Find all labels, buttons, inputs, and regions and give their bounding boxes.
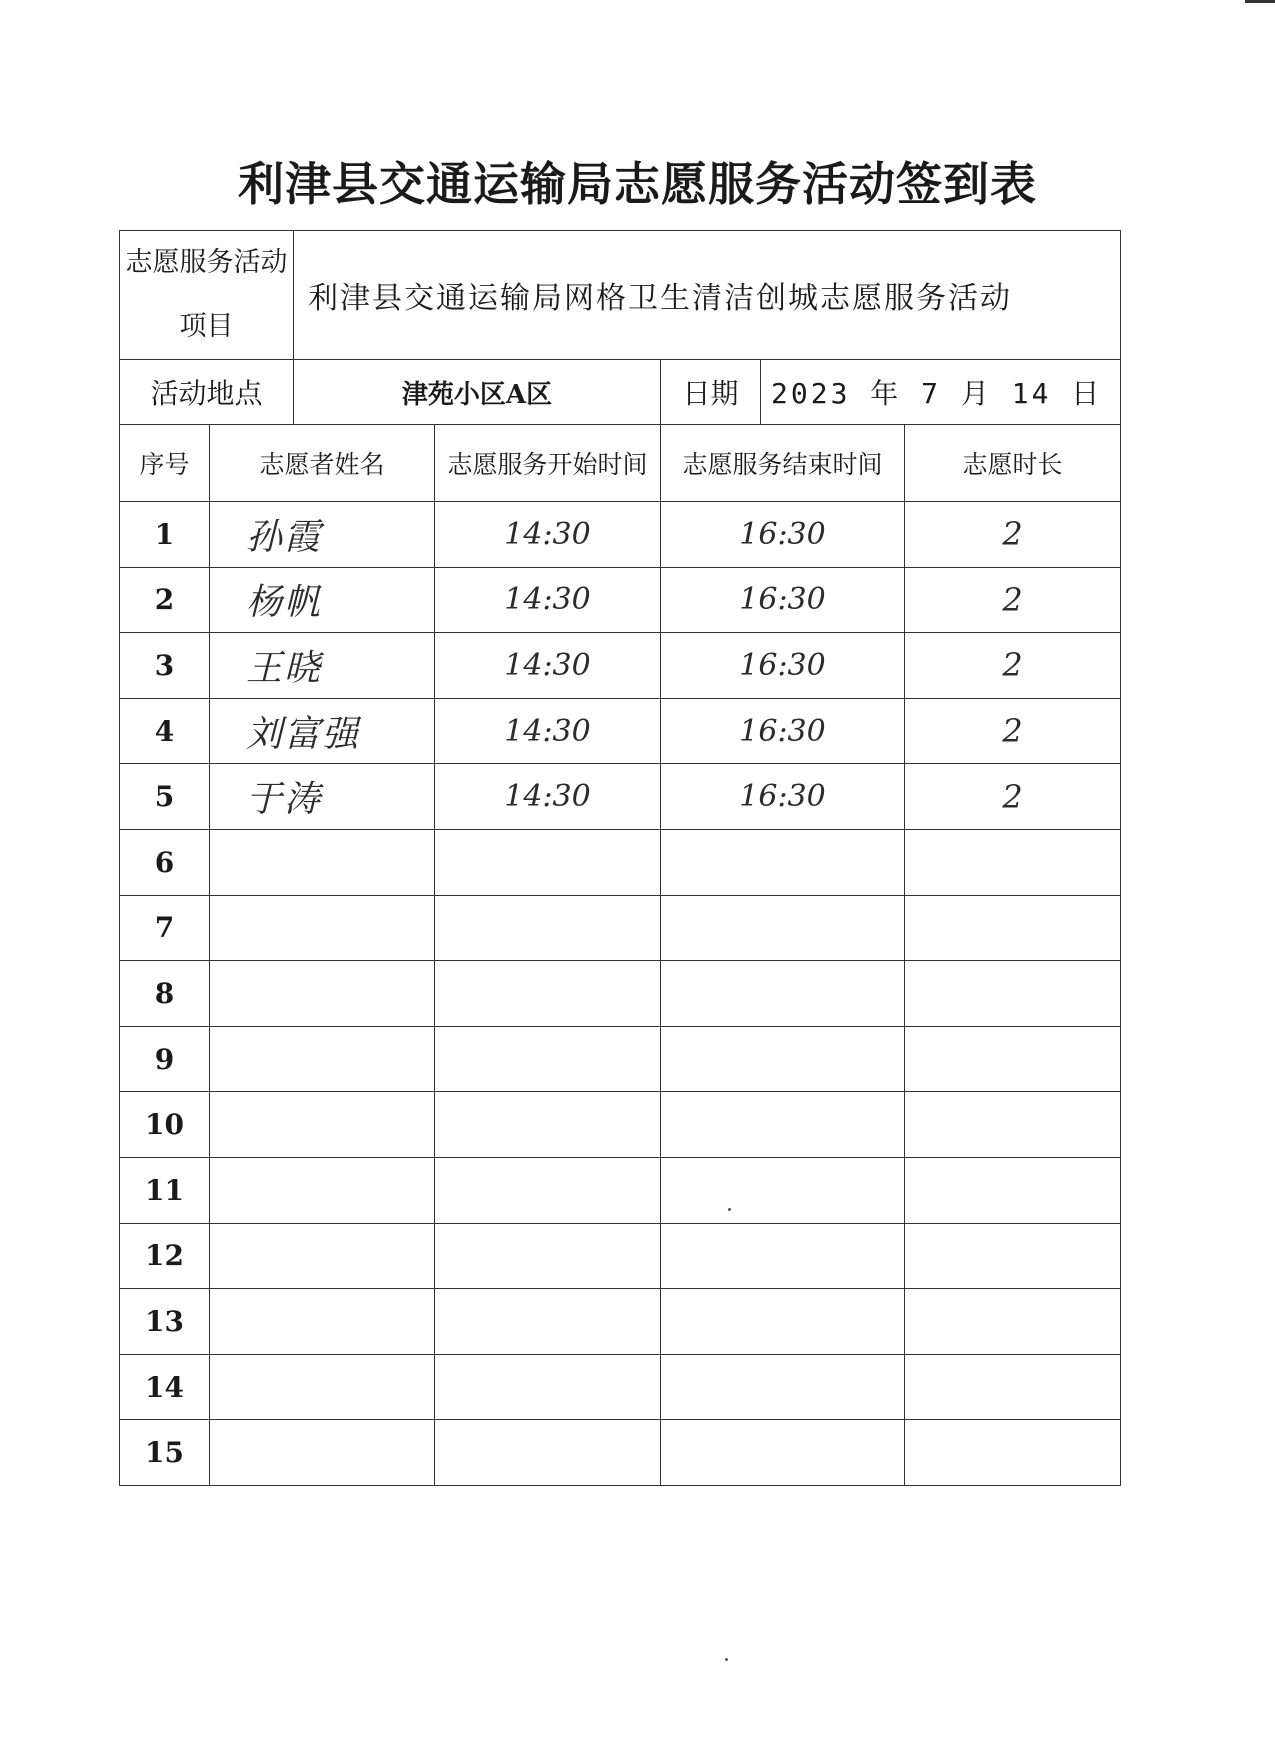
service-hours	[905, 1354, 1121, 1420]
scan-speck	[725, 1658, 728, 1661]
end-time: 16:30	[661, 633, 905, 699]
table-row	[120, 1092, 1121, 1158]
end-time	[661, 1420, 905, 1486]
start-time	[435, 961, 661, 1027]
start-time: 14:30	[435, 698, 661, 764]
row-number: 8	[120, 961, 210, 1027]
col-header-name: 志愿者姓名	[210, 425, 435, 502]
volunteer-name	[210, 1223, 435, 1289]
service-hours: 2	[905, 764, 1121, 830]
start-time: 14:30	[435, 567, 661, 633]
date-value: 2023 年 7 月 14 日	[761, 360, 1121, 425]
end-time: 16:30	[661, 764, 905, 830]
table-row	[120, 1354, 1121, 1420]
end-time	[661, 829, 905, 895]
location-date-row	[120, 360, 1121, 425]
row-number: 12	[120, 1223, 210, 1289]
volunteer-name: 孙霞	[210, 502, 435, 568]
table-row	[120, 698, 1121, 764]
volunteer-name: 王晓	[210, 633, 435, 699]
service-hours: 2	[905, 633, 1121, 699]
table-row	[120, 1420, 1121, 1486]
project-row	[120, 231, 1121, 360]
volunteer-name	[210, 1354, 435, 1420]
volunteer-name	[210, 1092, 435, 1158]
volunteer-name	[210, 829, 435, 895]
end-time	[661, 961, 905, 1027]
volunteer-name	[210, 961, 435, 1027]
volunteer-name	[210, 1289, 435, 1355]
row-number: 9	[120, 1026, 210, 1092]
volunteer-name	[210, 895, 435, 961]
start-time	[435, 1157, 661, 1223]
volunteer-name	[210, 1026, 435, 1092]
start-time	[435, 1092, 661, 1158]
start-time	[435, 829, 661, 895]
service-hours	[905, 1289, 1121, 1355]
end-time: 16:30	[661, 502, 905, 568]
end-time	[661, 1289, 905, 1355]
end-time	[661, 1157, 905, 1223]
row-number: 13	[120, 1289, 210, 1355]
table-row	[120, 829, 1121, 895]
table-row	[120, 1026, 1121, 1092]
service-hours: 2	[905, 502, 1121, 568]
table-row	[120, 502, 1121, 568]
row-number: 15	[120, 1420, 210, 1486]
row-number: 11	[120, 1157, 210, 1223]
table-row	[120, 1289, 1121, 1355]
start-time	[435, 1354, 661, 1420]
service-hours	[905, 1026, 1121, 1092]
service-hours: 2	[905, 567, 1121, 633]
col-header-start: 志愿服务开始时间	[435, 425, 661, 502]
volunteer-name	[210, 1420, 435, 1486]
service-hours	[905, 1157, 1121, 1223]
service-hours	[905, 1092, 1121, 1158]
row-number: 5	[120, 764, 210, 830]
row-number: 14	[120, 1354, 210, 1420]
col-header-end: 志愿服务结束时间	[661, 425, 905, 502]
volunteer-name: 刘富强	[210, 698, 435, 764]
row-number: 10	[120, 1092, 210, 1158]
scan-corner-mark	[1245, 0, 1275, 3]
end-time	[661, 895, 905, 961]
end-time	[661, 1223, 905, 1289]
date-label: 日期	[661, 360, 761, 425]
project-label: 志愿服务活动项目	[120, 231, 294, 360]
end-time	[661, 1354, 905, 1420]
location-label: 活动地点	[120, 360, 294, 425]
row-number: 6	[120, 829, 210, 895]
end-time	[661, 1092, 905, 1158]
col-header-hours: 志愿时长	[905, 425, 1121, 502]
service-hours	[905, 1223, 1121, 1289]
end-time	[661, 1026, 905, 1092]
row-number: 2	[120, 567, 210, 633]
table-row	[120, 764, 1121, 830]
table-row	[120, 1157, 1121, 1223]
col-header-no: 序号	[120, 425, 210, 502]
service-hours	[905, 961, 1121, 1027]
start-time	[435, 1289, 661, 1355]
sign-in-table	[119, 230, 1121, 1486]
start-time: 14:30	[435, 633, 661, 699]
column-header-row	[120, 425, 1121, 502]
table-row	[120, 895, 1121, 961]
service-hours	[905, 895, 1121, 961]
start-time	[435, 1420, 661, 1486]
table-row	[120, 567, 1121, 633]
start-time	[435, 895, 661, 961]
location-value: 津苑小区A区	[294, 360, 661, 425]
table-row	[120, 961, 1121, 1027]
service-hours	[905, 1420, 1121, 1486]
service-hours	[905, 829, 1121, 895]
table-row	[120, 1223, 1121, 1289]
project-value: 利津县交通运输局网格卫生清洁创城志愿服务活动	[294, 231, 1121, 360]
end-time: 16:30	[661, 698, 905, 764]
volunteer-name	[210, 1157, 435, 1223]
start-time	[435, 1026, 661, 1092]
row-number: 3	[120, 633, 210, 699]
page-title: 利津县交通运输局志愿服务活动签到表	[238, 157, 1037, 211]
volunteer-name: 杨帆	[210, 567, 435, 633]
table-row	[120, 633, 1121, 699]
start-time: 14:30	[435, 764, 661, 830]
scan-speck	[728, 1208, 731, 1211]
service-hours: 2	[905, 698, 1121, 764]
row-number: 1	[120, 502, 210, 568]
volunteer-name: 于涛	[210, 764, 435, 830]
start-time: 14:30	[435, 502, 661, 568]
row-number: 7	[120, 895, 210, 961]
end-time: 16:30	[661, 567, 905, 633]
start-time	[435, 1223, 661, 1289]
row-number: 4	[120, 698, 210, 764]
